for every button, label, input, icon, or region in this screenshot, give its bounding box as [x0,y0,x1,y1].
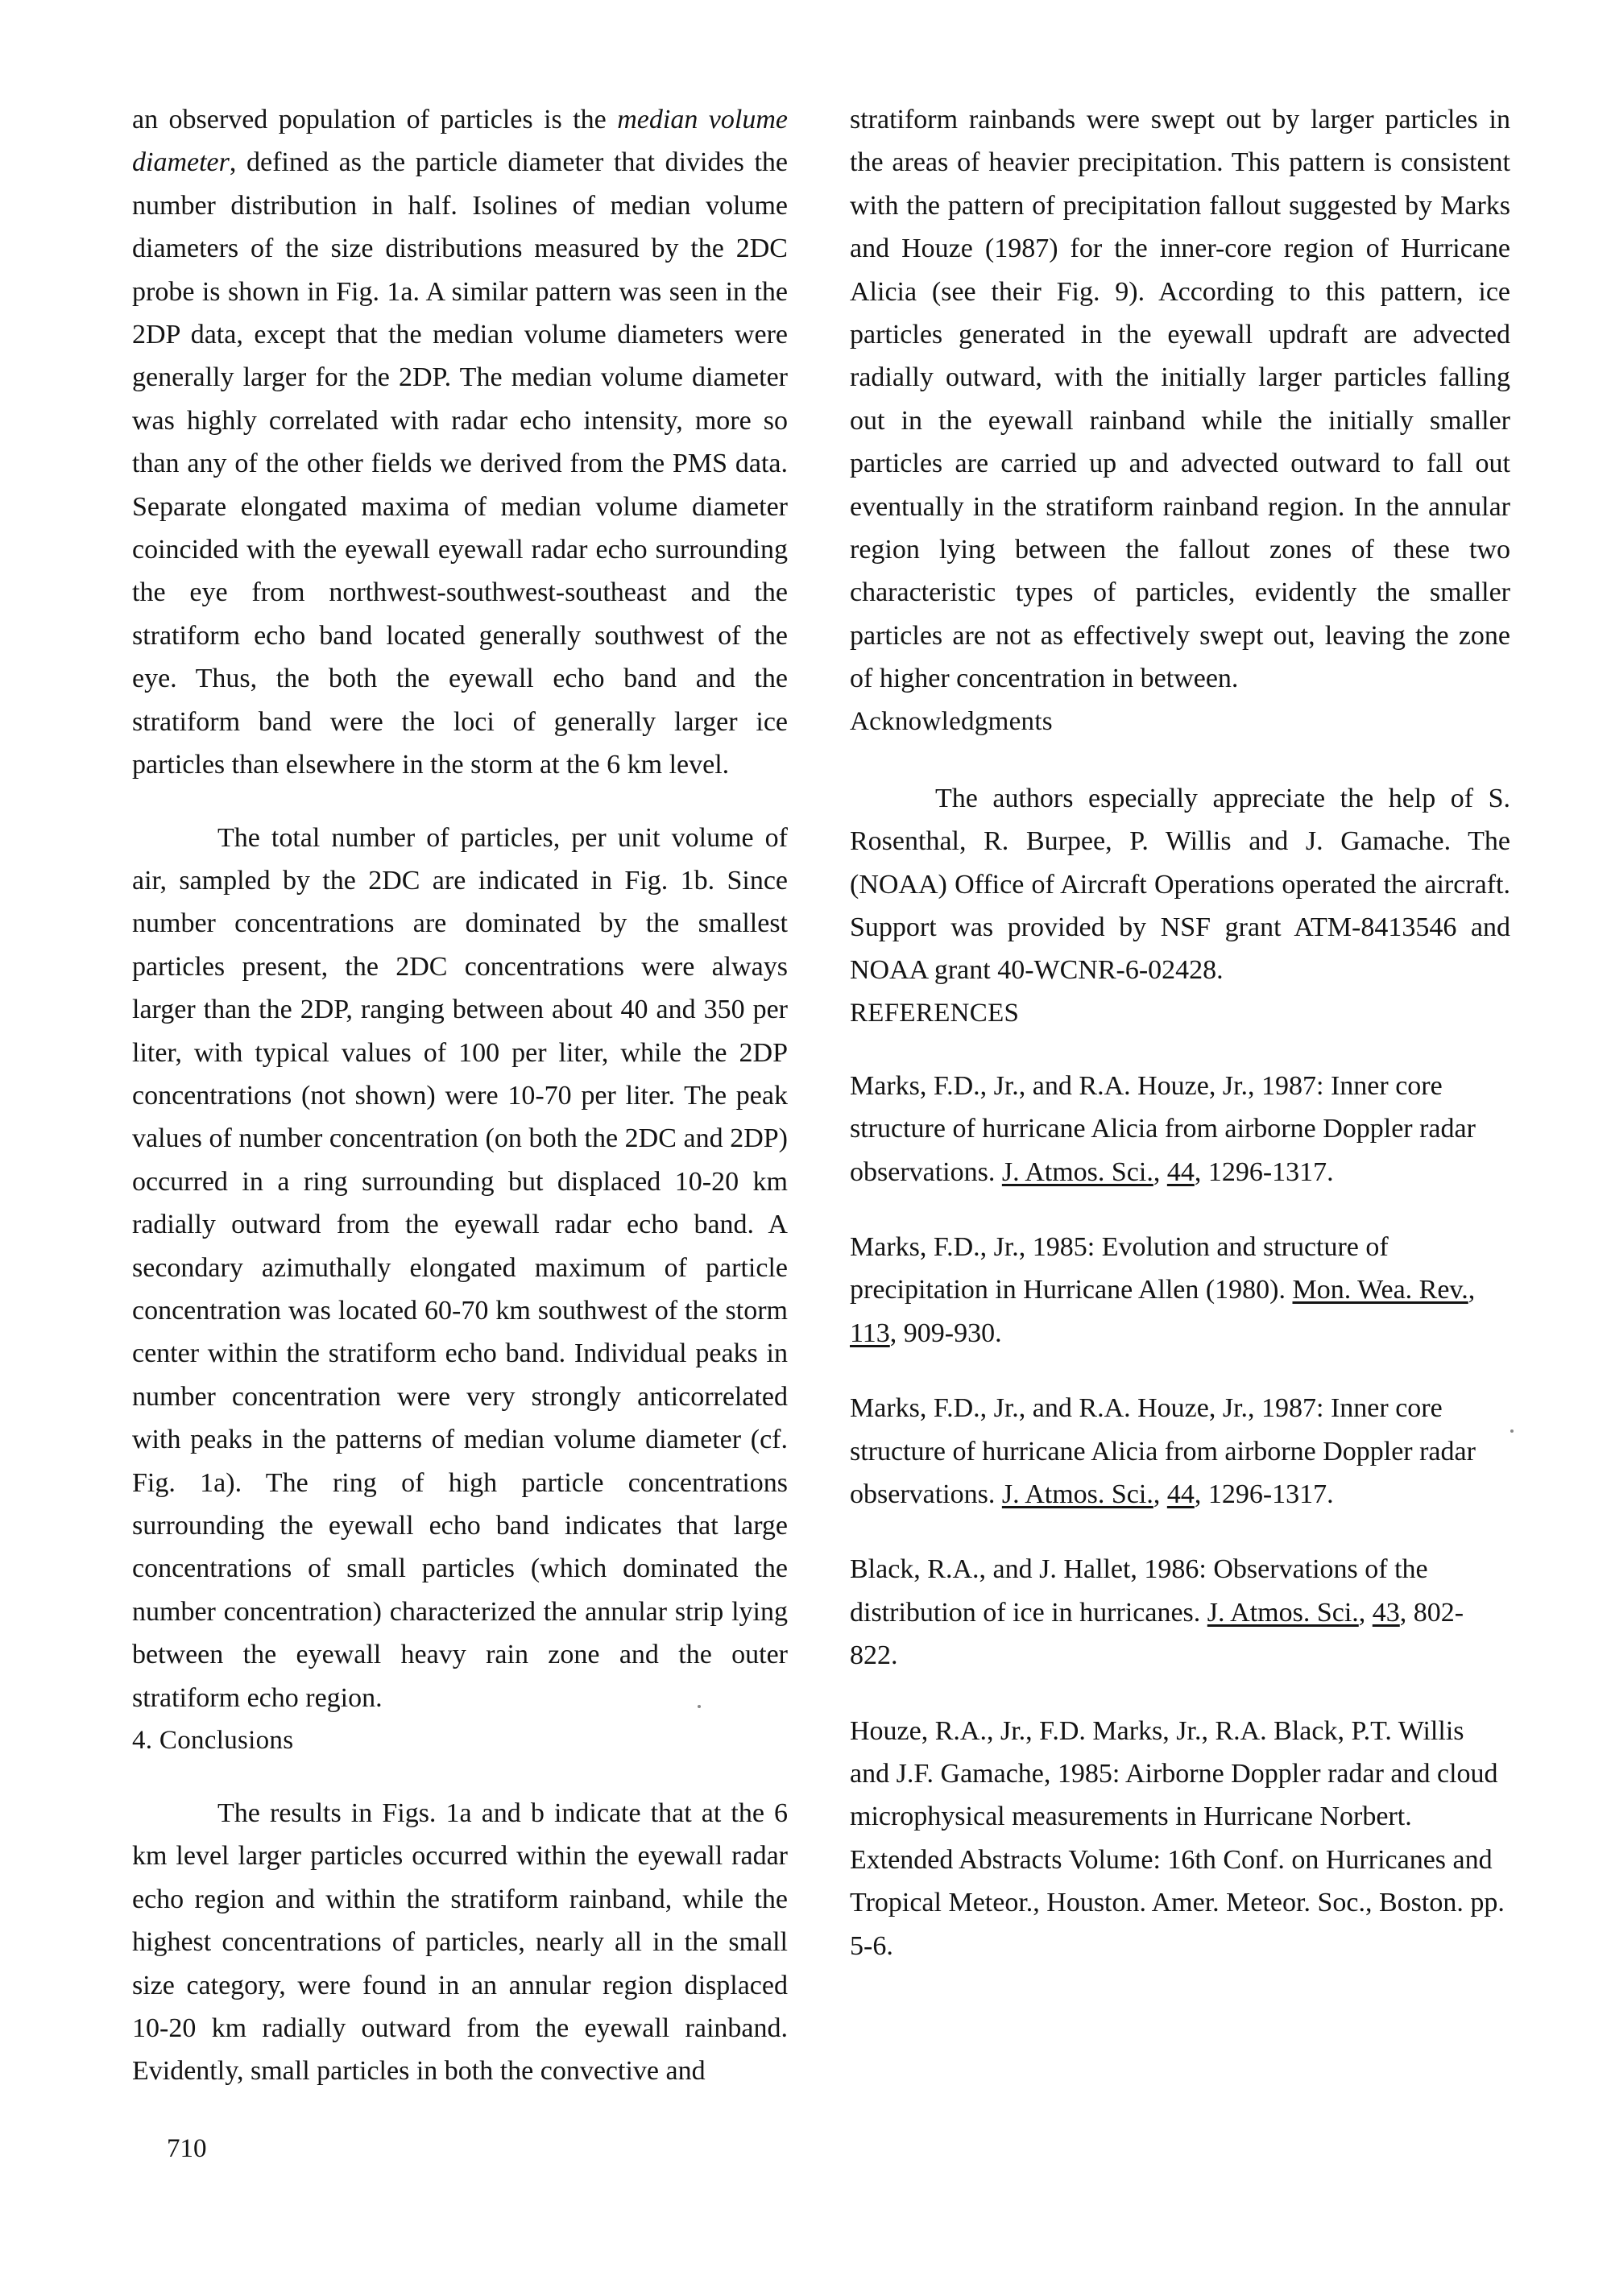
journal-name: J. Atmos. Sci. [1001,1156,1153,1187]
section-heading-conclusions: 4. Conclusions [132,1726,294,1756]
right-column [850,98,1510,1967]
volume-number: 44 [1166,1156,1195,1187]
page-number: 710 [167,2134,207,2163]
section-heading-references: REFERENCES [850,998,1020,1028]
journal-name: J. Atmos. Sci. [1207,1597,1359,1628]
paragraph-conclusions: The results in Figs. 1a and b indicate that at the 6 km level larger particles occurred within the eyewall radar echo region and within the stratiform rainband, while the highest concentrations of particles, nearly all in the small size category, were found in an annular region displaced 10-20 km radially outward from the eyewall rainband. Evidently, small particles in both the convective and [132,1798,788,2087]
reference-entry: Houze, R.A., Jr., F.D. Marks, Jr., R.A. Black, P.T. Willis and J.F. Gamache, 1985: Airborne Doppler radar and cloud microphysical measurements in Hurricane Norbert. Extended Abstracts Volume: 16th Conf. on Hurricanes and Tropical Meteor., Houston. Amer. Meteor. Soc., Boston. pp. 5-6. [850,1715,1505,1961]
reference-entry: Black, R.A., and J. Hallet, 1986: Observations of the distribution of ice in hurricanes. J. Atmos. Sci., 43, 802-822. [850,1554,1464,1671]
paragraph-number-concentration: The total number of particles, per unit volume of air, sampled by the 2DC are indicated in Fig. 1b. Since number concentrations are dominated by the smallest particles present, the 2DC concentrations were always larger than the 2DP, ranging between about 40 and 350 per liter, with typical values of 100 per liter, while the 2DP concentrations (not shown) were 10-70 per liter. The peak values of number concentration (on both the 2DC and 2DP) occurred in a ring surrounding but displaced 10-20 km radially outward from the eyewall radar echo band. A secondary azimuthally elongated maximum of particle concentration was located 60-70 km southwest of the storm center within the stratiform echo band. Individual peaks in number concentration were very strongly anticorrelated with peaks in the patterns of median volume diameter (cf. Fig. 1a). The ring of high particle concentrations surrounding the eyewall echo band indicates that large concentrations of small particles (which dominated the number concentration) characterized the annular strip lying between the eyewall heavy rain zone and the outer stratiform echo region. [132,822,788,1713]
volume-number: 44 [1166,1479,1195,1509]
reference-entry: Marks, F.D., Jr., and R.A. Houze, Jr., 1987: Inner core structure of hurricane Alicia from airborne Doppler radar observations. J. Atmos. Sci., 44, 1296-1317. [850,1070,1476,1187]
reference-entry: Marks, F.D., Jr., 1985: Evolution and structure of precipitation in Hurricane Allen (1980). Mon. Wea. Rev., 113, 909-930. [850,1231,1476,1348]
journal-name: J. Atmos. Sci. [1001,1479,1153,1509]
paragraph-median-volume-diameter: an observed population of particles is the median volume diameter, defined as the particle diameter that divides the number distribution in half. Isolines of median volume diameters of the size distributions measured by the 2DC probe is shown in Fig. 1a. A similar pattern was seen in the 2DP data, except that the median volume diameters were generally larger for the 2DP. The median volume diameter was highly correlated with radar echo intensity, more so than any of the other fields we derived from the PMS data. Separate elongated maxima of median volume diameter coincided with the eyewall eyewall radar echo surrounding the eye from northwest-southwest-southeast and the stratiform echo band located generally southwest of the eye. Thus, the both the eyewall echo band and the stratiform band were the loci of generally larger ice particles than elsewhere in the storm at the 6 km level. [132,105,788,780]
volume-number: 43 [1372,1597,1400,1628]
reference-entry: Marks, F.D., Jr., and R.A. Houze, Jr., 1987: Inner core structure of hurricane Alicia from airborne Doppler radar observations. J. Atmos. Sci., 44, 1296-1317. [850,1393,1476,1509]
journal-name: Mon. Wea. Rev. [1292,1275,1468,1305]
scan-speck [1510,1429,1514,1433]
left-column [132,98,788,2093]
scan-speck [698,1705,701,1708]
term-median-volume-diameter: median volume diameter [132,105,788,178]
reference-list [850,1065,1510,1967]
paragraph-fallout-pattern: stratiform rainbands were swept out by larger particles in the areas of heavier precipitation. This pattern is consistent with the pattern of precipitation fallout suggested by Marks and Houze (1987) for the inner-core region of Hurricane Alicia (see their Fig. 9). According to this pattern, ice particles generated in the eyewall updraft are advected radially outward, with the initially larger particles falling out in the eyewall rainband while the initially smaller particles are carried up and advected outward to fall out eventually in the stratiform rainband region. In the annular region lying between the fallout zones of these two characteristic types of particles, evidently the smaller particles are not as effectively swept out, leaving the zone of higher concentration in between. [850,105,1510,694]
volume-number: 113 [850,1318,890,1348]
paragraph-acknowledgments: The authors especially appreciate the help of S. Rosenthal, R. Burpee, P. Willis and J. Gamache. The (NOAA) Office of Aircraft Operations operated the aircraft. Support was provided by NSF grant ATM-8413546 and NOAA grant 40-WCNR-6-02428. [850,783,1510,986]
section-heading-acknowledgments: Acknowledgments [850,706,1053,736]
